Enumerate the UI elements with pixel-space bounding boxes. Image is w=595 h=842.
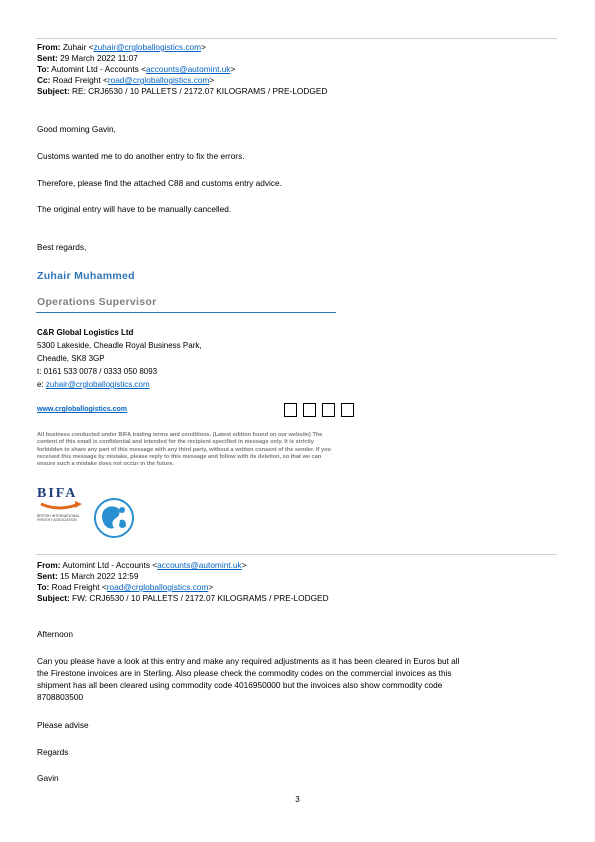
from-close: > — [201, 42, 206, 52]
email2-paragraph-line: the Firestone invoices are in Sterling. Also please check the commodity codes on the commercial invoices as this — [37, 668, 452, 678]
to-label: To: — [37, 582, 50, 592]
subject-value: RE: CRJ6530 / 10 PALLETS / 2172.07 KILOGRAMS / PRE-LODGED — [72, 86, 328, 96]
signature-email-label: e: — [37, 380, 46, 389]
cc-label: Cc: — [37, 75, 51, 85]
email1-body-line: Best regards, — [37, 242, 87, 252]
email2-signoff: Gavin — [37, 773, 59, 783]
disclaimer-text: All business conducted under BIFA trading terms and conditions. (Latest edition found on our website) The content of this email is confidential and intended for the recipient specified in message only. It is strictly forbidden to share any part of this message with any third party, without a written consent of the sender. If you received this message by mistake, please reply to this message and follow with its deletion, so that we can ensure such a mistake does not occur in the future. — [37, 432, 331, 468]
email1-body-line: The original entry will have to be manually cancelled. — [37, 204, 232, 214]
signature-title: Operations Supervisor — [37, 296, 157, 308]
cc-email-link[interactable]: road@crgloballogistics.com — [107, 75, 210, 85]
signature-company: C&R Global Logistics Ltd — [37, 328, 134, 337]
bifa-subtitle: BRITISH INTERNATIONAL FREIGHT ASSOCIATION — [37, 514, 80, 522]
bifa-logo — [37, 486, 87, 522]
email2-advise: Please advise — [37, 720, 89, 730]
signature-phone: t: 0161 533 0078 / 0333 050 8093 — [37, 367, 158, 376]
email1-body-line: Customs wanted me to do another entry to fix the errors. — [37, 151, 245, 161]
to-name: Road Freight < — [51, 582, 107, 592]
signature-email-link[interactable]: zuhair@crgloballogistics.com — [45, 380, 150, 389]
email2-greeting: Afternoon — [37, 629, 73, 639]
email1-from-line — [37, 42, 206, 53]
subject-value: FW: CRJ6530 / 10 PALLETS / 2172.07 KILOGRAMS / PRE-LODGED — [72, 593, 329, 603]
email2-subject-line — [37, 593, 329, 604]
email2-paragraph-line: 8708803500 — [37, 692, 84, 702]
social-icon[interactable] — [284, 403, 297, 417]
email1-cc-line — [37, 75, 214, 86]
cc-name: Road Freight < — [52, 75, 108, 85]
from-label: From: — [37, 560, 61, 570]
signature-rule — [36, 312, 336, 313]
website-link[interactable]: www.crgloballogistics.com — [37, 406, 127, 413]
to-email-link[interactable]: road@crgloballogistics.com — [106, 582, 209, 592]
email2-regards: Regards — [37, 747, 69, 757]
from-name: Zuhair < — [62, 42, 94, 52]
signature-address-line: 5300 Lakeside, Cheadle Royal Business Park, — [37, 341, 202, 350]
social-icon[interactable] — [341, 403, 354, 417]
signature-email-line — [37, 378, 150, 391]
header-divider-top — [36, 38, 557, 39]
from-email-link[interactable]: accounts@automint.uk — [157, 560, 242, 570]
subject-label: Subject: — [37, 593, 70, 603]
cc-close: > — [209, 75, 215, 85]
sent-label: Sent: — [37, 571, 58, 581]
subject-label: Subject: — [37, 86, 70, 96]
from-name: Automint Ltd - Accounts < — [62, 560, 158, 570]
email2-sent-line — [37, 571, 138, 582]
from-close: > — [241, 560, 247, 570]
header-divider — [36, 554, 557, 555]
sent-label: Sent: — [37, 53, 58, 63]
globe-seal-icon — [92, 496, 136, 540]
email1-sent-line — [37, 53, 138, 64]
email2-to-line — [37, 582, 213, 593]
from-email-link[interactable]: zuhair@crgloballogistics.com — [93, 42, 202, 52]
email2-paragraph-line: shipment has all been cleared using commodity code 4016950000 but the invoices also show commodity code — [37, 680, 443, 690]
social-icon-placeholders — [284, 403, 354, 417]
email1-body-line: Therefore, please find the attached C88 and customs entry advice. — [37, 178, 282, 188]
from-label: From: — [37, 42, 61, 52]
to-close: > — [208, 582, 214, 592]
to-close: > — [230, 64, 236, 74]
email2-from-line — [37, 560, 247, 571]
email2-paragraph-line: Can you please have a look at this entry and make any required adjustments as it has been cleared in Euros but all — [37, 656, 460, 666]
sent-value: 15 March 2022 12:59 — [60, 571, 139, 581]
to-name: Automint Ltd - Accounts < — [51, 64, 146, 74]
social-icon[interactable] — [303, 403, 316, 417]
signature-name: Zuhair Muhammed — [37, 270, 135, 282]
bifa-logo-text: BIFA — [37, 486, 78, 501]
signature-address-line: Cheadle, SK8 3GP — [37, 354, 105, 363]
social-icon[interactable] — [322, 403, 335, 417]
bifa-swoosh-icon — [39, 500, 83, 512]
email1-body-line: Good morning Gavin, — [37, 124, 116, 134]
email1-to-line — [37, 64, 235, 75]
to-email-link[interactable]: accounts@automint.uk — [145, 64, 231, 74]
to-label: To: — [37, 64, 50, 74]
page-number: 3 — [295, 795, 300, 804]
sent-value: 29 March 2022 11:07 — [60, 53, 138, 63]
email1-subject-line — [37, 86, 327, 97]
